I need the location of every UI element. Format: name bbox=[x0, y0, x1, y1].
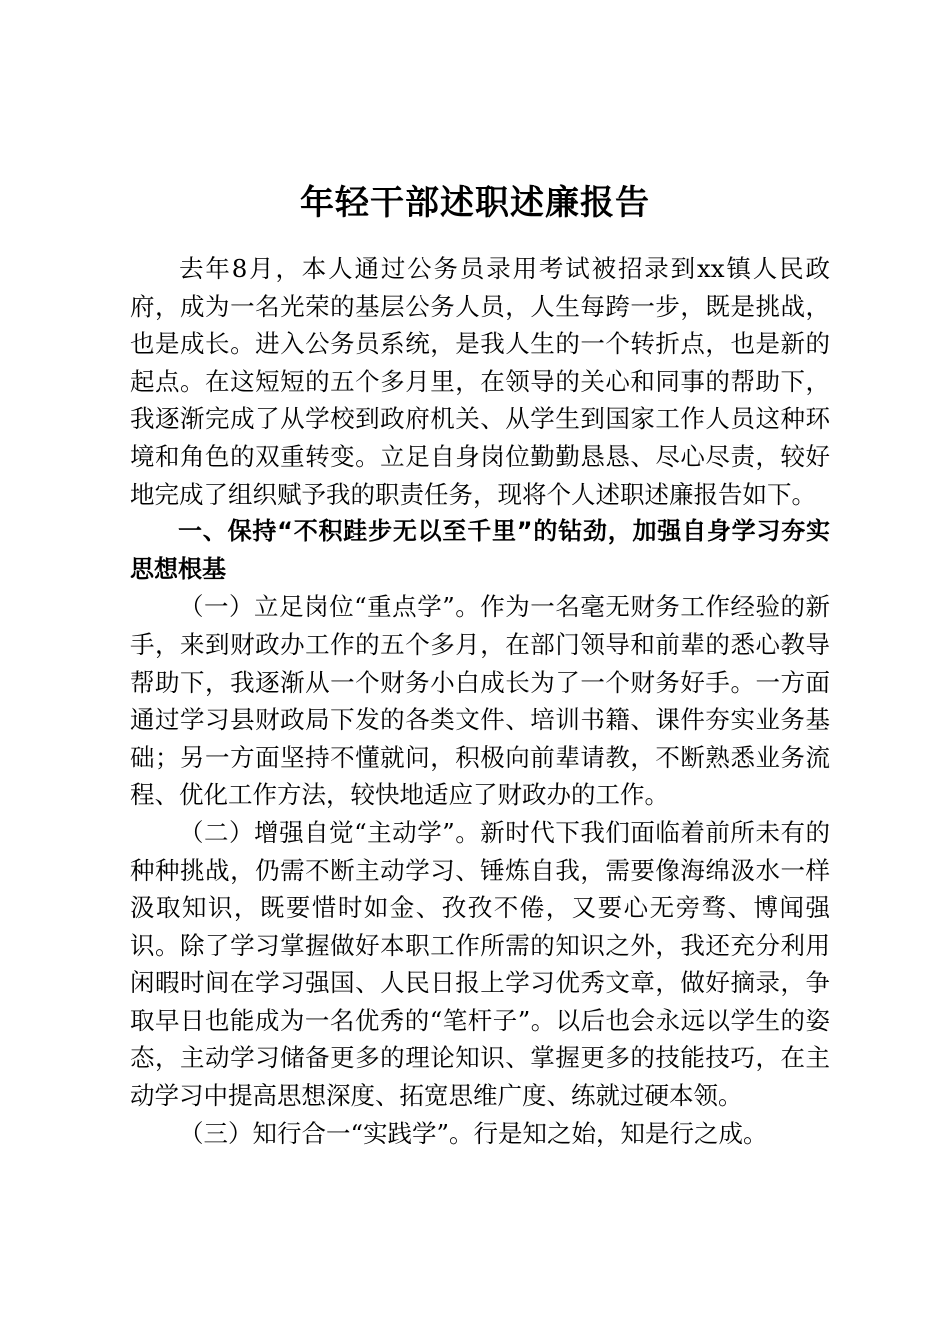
page-title: 年轻干部述职述廉报告 bbox=[300, 183, 650, 223]
subsection-paragraph-2: （二）增强自觉“主动学”。新时代下我们面临着前所未有的种种挑战，仍需不断主动学习、锤炼自我，需要像海绵汲水一样汲取知识，既要惜时如金、孜孜不倦，又要心无旁骛、博闻强识。除了学习掌握做好本职工作所需的知识之外，我还充分利用闲暇时间在学习强国、人民日报上学习优秀文章，做好摘录，争取早日也能成为一名优秀的“笔杆子”。以后也会永远以学生的姿态，主动学习储备更多的理论知识、掌握更多的技能技巧，在主动学习中提高思想深度、拓宽思维广度、练就过硬本领。 bbox=[130, 817, 830, 1111]
document-body bbox=[130, 250, 830, 1152]
section-heading-1: 一、保持“不积跬步无以至千里”的钻劲，加强自身学习夯实思想根基 bbox=[130, 517, 830, 583]
subsection-paragraph-1: （一）立足岗位“重点学”。作为一名毫无财务工作经验的新手，来到财政办工作的五个多月，在部门领导和前辈的悉心教导帮助下，我逐渐从一个财务小白成长为了一个财务好手。一方面通过学习县财政局下发的各类文件、培训书籍、课件夯实业务基础；另一方面坚持不懂就问，积极向前辈请教，不断熟悉业务流程、优化工作方法，较快地适应了财政办的工作。 bbox=[130, 592, 830, 810]
subsection-paragraph-3: （三）知行合一“实践学”。行是知之始，知是行之成。 bbox=[179, 1118, 768, 1148]
intro-paragraph: 去年8月，本人通过公务员录用考试被招录到xx镇人民政府，成为一名光荣的基层公务人员，人生每跨一步，既是挑战，也是成长。进入公务员系统，是我人生的一个转折点，也是新的起点。在这短短的五个多月里，在领导的关心和同事的帮助下，我逐渐完成了从学校到政府机关、从学生到国家工作人员这种环境和角色的双重转变。立足自身岗位勤勤恳恳、尽心尽责，较好地完成了组织赋予我的职责任务，现将个人述职述廉报告如下。 bbox=[130, 254, 830, 509]
